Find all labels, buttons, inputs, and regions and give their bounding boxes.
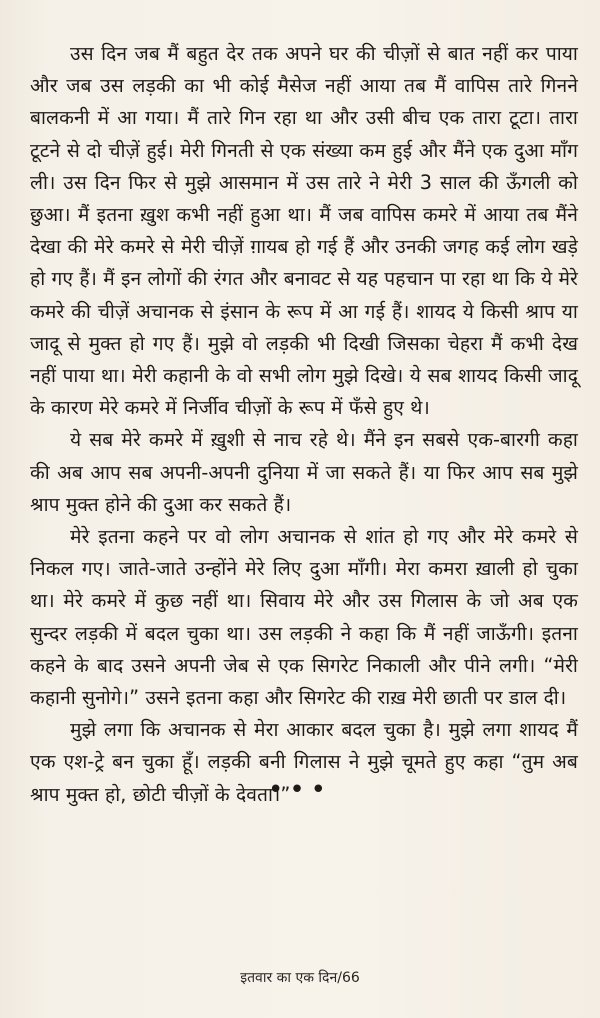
paragraph-4: मुझे लगा कि अचानक से मेरा आकार बदल चुका है। मुझे लगा शायद मैं एक एश-ट्रे बन चुका हूँ। लड़की बनी गिलास ने मुझे चूमते हुए कहा “तुम अब श्राप मुक्त हो, छोटी चीज़ों के देवता।”: [30, 718, 578, 806]
story-text: [30, 38, 578, 811]
paragraph-2: ये सब मेरे कमरे में ख़ुशी से नाच रहे थे। मैंने इन सबसे एक-बारगी कहा की अब आप सब अपनी-अपनी दुनिया में जा सकते हैं। या फिर आप सब मुझे श्राप मुक्त होने की दुआ कर सकते हैं।: [30, 428, 578, 516]
page-footer: इतवार का एक दिन/66: [240, 970, 360, 986]
paragraph-1: उस दिन जब मैं बहुत देर तक अपने घर की चीज़ों से बात नहीं कर पाया और जब उस लड़की का भी कोई मैसेज नहीं आया तब मैं वापिस तारे गिनने बालकनी में आ गया। मैं तारे गिन रहा था और उसी बीच एक तारा टूटा। तारा टूटने से दो चीज़ें हुई। मेरी गिनती से एक संख्या कम हुई और मैंने एक दुआ माँग ली। उस दिन फिर से मुझे आसमान में उस तारे ने मेरी 3 साल की ऊँगली को छुआ। मैं इतना ख़ुश कभी नहीं हुआ था। मैं जब वापिस कमरे में आया तब मैंने देखा की मेरे कमरे से मेरी चीज़ें ग़ायब हो गई हैं और उनकी जगह कई लोग खड़े हो गए हैं। मैं इन लोगों की रंगत और बनावट से यह पहचान पा रहा था कि ये मेरे कमरे की चीज़ें अचानक से इंसान के रूप में आ गई हैं। शायद ये किसी श्राप या जादू से मुक्त हो गए हैं। मुझे वो लड़की भी दिखी जिसका चेहरा मैं कभी देख नहीं पाया था। मेरी कहानी के वो सभी लोग मुझे दिखे। ये सब शायद किसी जादू के कारण मेरे कमरे में निर्जीव चीज़ों के रूप में फँसे हुए थे।: [30, 42, 578, 420]
section-break-ornament: •••: [267, 775, 332, 805]
paragraph-3: मेरे इतना कहने पर वो लोग अचानक से शांत हो गए और मेरे कमरे से निकल गए। जाते-जाते उन्होंने मेरे लिए दुआ माँगी। मेरा कमरा ख़ाली हो चुका था। मेरे कमरे में कुछ नहीं था। सिवाय मेरे और उस गिलास के जो अब एक सुन्दर लड़की में बदल चुका था। उस लड़की ने कहा कि मैं नहीं जाऊँगी। इतना कहने के बाद उसने अपनी जेब से एक सिगरेट निकाली और पीने लगी। “मेरी कहानी सुनोगे।” उसने इतना कहा और सिगरेट की राख़ मेरी छाती पर डाल दी।: [30, 525, 578, 710]
